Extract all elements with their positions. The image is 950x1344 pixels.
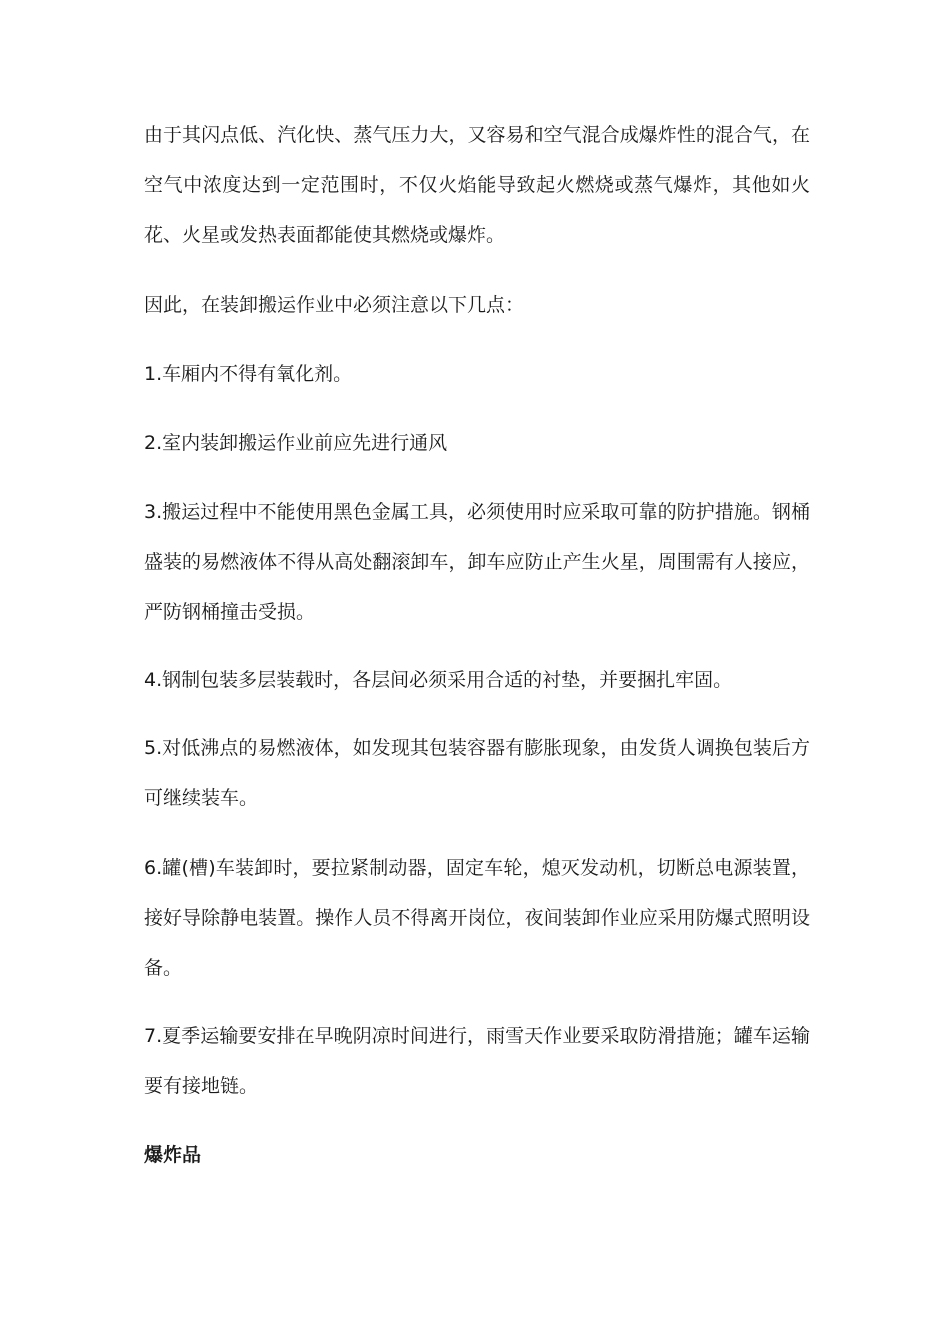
list-item-rule-7: 7.夏季运输要安排在早晚阴凉时间进行，雨雪天作业要采取防滑措施；罐车运输要有接地链。 [144,1025,810,1097]
paragraph-flammable-liquid-hazard: 由于其闪点低、汽化快、蒸气压力大，又容易和空气混合成爆炸性的混合气，在空气中浓度达到一定范围时，不仅火焰能导致起火燃烧或蒸气爆炸，其他如火花、火星或发热表面都能使其燃烧或爆炸。 [144,124,810,246]
list-item-rule-6: 6.罐(槽)车装卸时，要拉紧制动器，固定车轮，熄灭发动机，切断总电源装置，接好导除静电装置。操作人员不得离开岗位，夜间装卸作业应采用防爆式照明设备。 [144,857,810,979]
section-heading-explosives: 爆炸品 [144,1144,202,1166]
list-item-rule-2: 2.室内装卸搬运作业前应先进行通风 [144,432,448,454]
list-item-rule-3: 3.搬运过程中不能使用黑色金属工具，必须使用时应采取可靠的防护措施。钢桶盛装的易燃液体不得从高处翻滚卸车，卸车应防止产生火星，周围需有人接应，严防钢桶撞击受损。 [144,501,810,623]
list-item-rule-5: 5.对低沸点的易燃液体，如发现其包装容器有膨胀现象，由发货人调换包装后方可继续装车。 [144,737,810,809]
list-item-rule-4: 4.钢制包装多层装载时，各层间必须采用合适的衬垫，并要捆扎牢固。 [144,669,733,691]
paragraph-notes-intro: 因此，在装卸搬运作业中必须注意以下几点： [144,294,525,316]
list-item-rule-1: 1.车厢内不得有氧化剂。 [144,363,353,385]
